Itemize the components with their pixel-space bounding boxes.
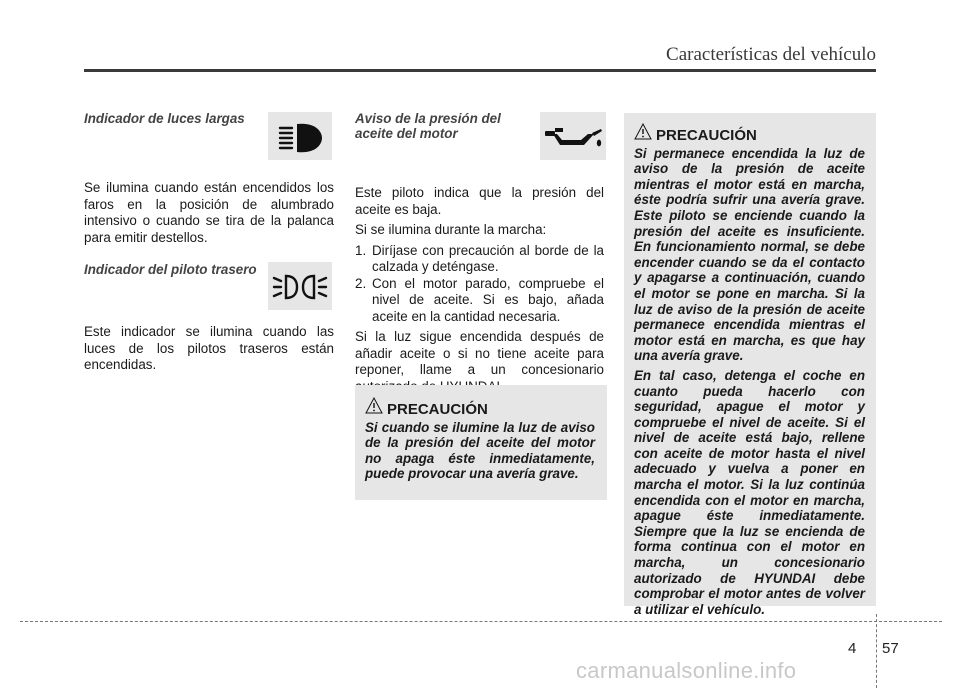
oil-pressure-intro: Este piloto indica que la presión del aceite es baja. <box>355 185 604 217</box>
footer-divider <box>20 621 942 622</box>
high-beam-icon <box>268 112 332 160</box>
oil-pressure-dealer-note: Si la luz sigue encendida después de añadir aceite o si no tiene aceite para reponer, llame a un concesionario <box>355 329 604 377</box>
oil-pressure-caution-box <box>624 113 876 617</box>
list-item <box>355 243 604 276</box>
step-text: Diríjase con precaución al borde de la calzada y deténgase. <box>372 242 604 274</box>
oil-pressure-heading-line1: Aviso de la presión del <box>355 111 501 126</box>
page-number: 57 <box>882 640 899 657</box>
tail-light-icon <box>268 262 332 310</box>
caution-title: PRECAUCIÓN <box>656 127 757 144</box>
watermark: carmanualsonline.info <box>576 658 797 683</box>
high-beam-heading: Indicador de luces largas <box>84 111 245 126</box>
footer-vertical-divider <box>876 614 877 688</box>
caution-paragraph-2: En tal caso, detenga el coche en cuanto pueda hacerlo con seguridad, apague el motor y compruebe el nivel de aceite. Si el nivel de aceite está bajo, rellene con aceite de motor hasta el nivel adecuado y vuelva a poner en marcha el motor. Si la luz continúa encendida con el motor en marcha, apague éste inmediatamente. Siempre que la luz se encienda de forma continua con el motor en marcha, un concesionario autorizado de HYUNDAI debe comprobar el motor antes de volver a utilizar el vehículo. <box>634 367 865 617</box>
caution-text: Si cuando se ilumine la luz de aviso de la presión del aceite del motor no apaga éste inmediatamente, puede provocar una avería grave. <box>365 419 595 482</box>
oil-pressure-while-driving: Si se ilumina durante la marcha: <box>355 222 547 237</box>
list-item <box>355 276 604 326</box>
chapter-number: 4 <box>848 640 857 657</box>
oil-caution-box <box>355 385 607 500</box>
oil-pressure-icon <box>540 112 606 160</box>
header-divider <box>84 69 876 72</box>
step-number: 2. <box>355 275 367 291</box>
high-beam-description: Se ilumina cuando están encendidos los faros en la posición de alumbrado intensivo o cuando se tira de la palanca para emitir destellos. <box>84 180 334 245</box>
caution-title: PRECAUCIÓN <box>387 401 488 418</box>
oil-pressure-steps <box>355 243 604 326</box>
oil-pressure-heading <box>355 111 501 141</box>
oil-pressure-heading-line2: aceite del motor <box>355 126 458 141</box>
step-text: Con el motor parado, compruebe el nivel de aceite. Si es bajo, añada aceite en la cantidad necesaria. <box>372 275 604 324</box>
warning-triangle-icon <box>634 123 652 144</box>
tail-light-description: Este indicador se ilumina cuando las luces de los pilotos traseros están encendidas. <box>84 324 334 372</box>
caution-paragraph-1: Si permanece encendida la luz de aviso de la presión de aceite mientras el motor está en marcha, éste podría sufrir una avería grave. Este piloto se enciende cuando la presión del aceite es insuficiente. En funcionamiento normal, se debe encender cuando se da el contacto y apagarse a continuación, cuando el motor se pone en marcha. Si la luz de aviso de la presión de aceite permanece encendida mientras el motor está en marcha, es que hay una avería grave. <box>634 145 865 364</box>
section-title: Características del vehículo <box>666 44 876 65</box>
tail-light-heading: Indicador del piloto trasero <box>84 262 257 277</box>
step-number: 1. <box>355 242 367 258</box>
warning-triangle-icon <box>365 397 383 418</box>
